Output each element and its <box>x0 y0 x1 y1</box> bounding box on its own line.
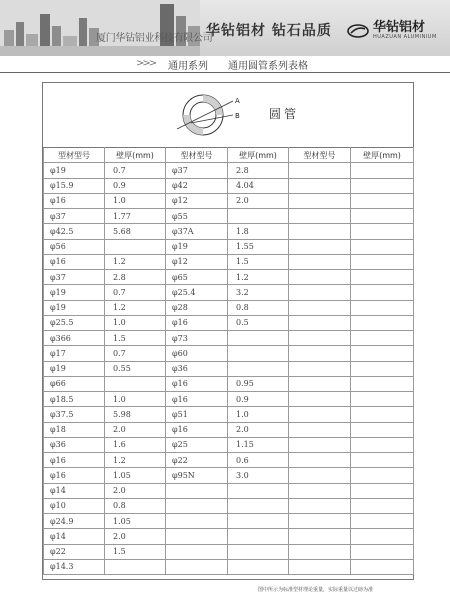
city-skyline-image <box>0 0 200 56</box>
wall-thickness-cell: 0.7 <box>105 163 166 178</box>
wall-thickness-cell <box>105 376 166 391</box>
wall-thickness-cell <box>351 453 414 468</box>
wall-thickness-cell: 2.8 <box>105 270 166 285</box>
wall-thickness-cell: 5.68 <box>105 224 166 239</box>
wall-thickness-cell: 0.55 <box>105 361 166 376</box>
wall-thickness-cell <box>351 346 414 361</box>
wall-thickness-cell <box>351 498 414 513</box>
profile-model-cell <box>289 376 351 391</box>
profile-model-cell <box>289 254 351 269</box>
profile-model-cell: φ28 <box>166 300 228 315</box>
profile-model-cell: φ366 <box>44 331 105 346</box>
table-row <box>44 254 414 269</box>
wall-thickness-cell: 5.98 <box>105 407 166 422</box>
company-name: 厦门华钻铝业科技有限公司 <box>96 33 213 44</box>
wall-thickness-cell: 2.0 <box>105 529 166 544</box>
profile-model-cell: φ60 <box>166 346 228 361</box>
table-row <box>44 514 414 529</box>
wall-thickness-cell: 1.77 <box>105 209 166 224</box>
wall-thickness-cell <box>228 498 289 513</box>
spec-panel <box>42 82 414 580</box>
wall-thickness-cell: 1.5 <box>105 544 166 559</box>
profile-model-cell <box>289 544 351 559</box>
profile-model-cell: φ95N <box>166 468 228 483</box>
profile-model-cell <box>289 468 351 483</box>
wall-thickness-cell <box>351 376 414 391</box>
wall-thickness-cell: 1.55 <box>228 239 289 254</box>
wall-thickness-cell <box>228 559 289 574</box>
wall-thickness-cell <box>351 529 414 544</box>
col-header-profile-3: 型材型号 <box>289 148 351 163</box>
profile-model-cell: φ18 <box>44 422 105 437</box>
profile-model-cell <box>289 163 351 178</box>
wall-thickness-cell: 2.0 <box>228 422 289 437</box>
profile-model-cell: φ16 <box>166 392 228 407</box>
wall-thickness-cell: 1.0 <box>228 407 289 422</box>
col-header-thickness-3: 壁厚(mm) <box>351 148 414 163</box>
wall-thickness-cell: 1.0 <box>105 193 166 208</box>
profile-model-cell <box>289 498 351 513</box>
profile-model-cell <box>289 300 351 315</box>
wall-thickness-cell: 0.6 <box>228 453 289 468</box>
wall-thickness-cell <box>351 437 414 452</box>
profile-model-cell: φ37.5 <box>44 407 105 422</box>
wall-thickness-cell <box>351 163 414 178</box>
profile-model-cell: φ22 <box>166 453 228 468</box>
wall-thickness-cell <box>351 544 414 559</box>
logo-mark-icon <box>347 24 369 38</box>
profile-model-cell <box>289 407 351 422</box>
profile-model-cell: φ16 <box>44 254 105 269</box>
profile-model-cell: φ37 <box>44 270 105 285</box>
profile-model-cell: φ16 <box>166 315 228 330</box>
profile-model-cell: φ19 <box>44 163 105 178</box>
profile-model-cell: φ19 <box>166 239 228 254</box>
wall-thickness-cell <box>351 422 414 437</box>
wall-thickness-cell: 1.5 <box>105 331 166 346</box>
wall-thickness-cell: 2.0 <box>105 422 166 437</box>
profile-model-cell <box>289 239 351 254</box>
wall-thickness-cell <box>351 178 414 193</box>
wall-thickness-cell: 1.6 <box>105 437 166 452</box>
profile-model-cell: φ51 <box>166 407 228 422</box>
wall-thickness-cell <box>351 407 414 422</box>
wall-thickness-cell: 1.0 <box>105 315 166 330</box>
wall-thickness-cell: 0.9 <box>228 392 289 407</box>
profile-model-cell <box>166 559 228 574</box>
profile-model-cell: φ73 <box>166 331 228 346</box>
profile-model-cell <box>289 483 351 498</box>
profile-model-cell: φ66 <box>44 376 105 391</box>
table-row <box>44 544 414 559</box>
wall-thickness-cell: 2.0 <box>105 483 166 498</box>
table-row <box>44 331 414 346</box>
profile-model-cell: φ37 <box>166 163 228 178</box>
profile-model-cell: φ36 <box>166 361 228 376</box>
table-row <box>44 285 414 300</box>
wall-thickness-cell <box>351 239 414 254</box>
col-header-thickness-1: 壁厚(mm) <box>105 148 166 163</box>
table-row <box>44 529 414 544</box>
wall-thickness-cell: 0.8 <box>228 300 289 315</box>
profile-model-cell: φ16 <box>44 453 105 468</box>
section-title-bar <box>0 56 450 73</box>
wall-thickness-cell <box>351 285 414 300</box>
table-row <box>44 422 414 437</box>
wall-thickness-cell: 4.04 <box>228 178 289 193</box>
profile-model-cell: φ37 <box>44 209 105 224</box>
profile-model-cell: φ10 <box>44 498 105 513</box>
wall-thickness-cell <box>228 529 289 544</box>
wall-thickness-cell <box>351 559 414 574</box>
profile-model-cell <box>289 453 351 468</box>
wall-thickness-cell: 3.2 <box>228 285 289 300</box>
wall-thickness-cell <box>351 224 414 239</box>
wall-thickness-cell: 1.2 <box>105 300 166 315</box>
wall-thickness-cell: 1.05 <box>105 468 166 483</box>
wall-thickness-cell <box>228 483 289 498</box>
table-row <box>44 239 414 254</box>
pipe-diagram <box>43 83 413 147</box>
wall-thickness-cell <box>228 209 289 224</box>
wall-thickness-cell: 2.0 <box>228 193 289 208</box>
table-row <box>44 300 414 315</box>
profile-model-cell: φ36 <box>44 437 105 452</box>
wall-thickness-cell: 1.8 <box>228 224 289 239</box>
table-row <box>44 361 414 376</box>
profile-model-cell: φ25.5 <box>44 315 105 330</box>
diagram-label-a: A <box>235 97 240 105</box>
table-row <box>44 193 414 208</box>
profile-model-cell <box>166 544 228 559</box>
profile-model-cell <box>289 514 351 529</box>
slogan: 华钻铝材 钻石品质 <box>206 23 332 39</box>
table-row <box>44 270 414 285</box>
table-row <box>44 498 414 513</box>
profile-model-cell: φ24.9 <box>44 514 105 529</box>
profile-model-cell <box>166 514 228 529</box>
wall-thickness-cell <box>105 559 166 574</box>
col-header-profile-1: 型材型号 <box>44 148 105 163</box>
page-header <box>0 0 450 56</box>
diagram-title: 圆管 <box>269 107 300 121</box>
profile-model-cell <box>289 209 351 224</box>
profile-model-cell: φ19 <box>44 361 105 376</box>
profile-model-cell <box>289 346 351 361</box>
brand-logo <box>347 22 437 40</box>
profile-model-cell <box>289 315 351 330</box>
wall-thickness-cell: 1.2 <box>105 254 166 269</box>
wall-thickness-cell <box>351 468 414 483</box>
wall-thickness-cell: 0.7 <box>105 346 166 361</box>
profile-model-cell: φ17 <box>44 346 105 361</box>
table-row <box>44 224 414 239</box>
table-row <box>44 407 414 422</box>
table-row <box>44 346 414 361</box>
profile-model-cell: φ25 <box>166 437 228 452</box>
wall-thickness-cell <box>351 483 414 498</box>
wall-thickness-cell <box>105 239 166 254</box>
table-row <box>44 559 414 574</box>
profile-model-cell: φ14 <box>44 483 105 498</box>
wall-thickness-cell <box>351 331 414 346</box>
profile-model-cell: φ16 <box>44 193 105 208</box>
wall-thickness-cell: 1.5 <box>228 254 289 269</box>
wall-thickness-cell <box>351 193 414 208</box>
wall-thickness-cell: 1.2 <box>228 270 289 285</box>
footnote: 图中所示为标准型材理论重量，实际重量以过磅为准 <box>258 587 374 593</box>
wall-thickness-cell <box>351 209 414 224</box>
profile-model-cell <box>289 224 351 239</box>
pipe-spec-table <box>43 147 414 575</box>
profile-model-cell <box>289 422 351 437</box>
table-row <box>44 453 414 468</box>
profile-model-cell: φ16 <box>166 422 228 437</box>
profile-model-cell: φ12 <box>166 254 228 269</box>
table-row <box>44 376 414 391</box>
series-label: 通用系列 <box>168 61 208 72</box>
table-row <box>44 178 414 193</box>
profile-model-cell <box>166 498 228 513</box>
wall-thickness-cell: 1.0 <box>105 392 166 407</box>
profile-model-cell: φ65 <box>166 270 228 285</box>
wall-thickness-cell: 3.0 <box>228 468 289 483</box>
profile-model-cell: φ16 <box>166 376 228 391</box>
profile-model-cell: φ55 <box>166 209 228 224</box>
profile-model-cell: φ14.3 <box>44 559 105 574</box>
table-row <box>44 209 414 224</box>
profile-model-cell: φ22 <box>44 544 105 559</box>
profile-model-cell <box>289 285 351 300</box>
wall-thickness-cell <box>351 361 414 376</box>
profile-model-cell <box>289 270 351 285</box>
profile-model-cell: φ56 <box>44 239 105 254</box>
profile-model-cell <box>289 559 351 574</box>
wall-thickness-cell: 0.95 <box>228 376 289 391</box>
profile-model-cell: φ25.4 <box>166 285 228 300</box>
wall-thickness-cell <box>228 361 289 376</box>
profile-model-cell <box>166 483 228 498</box>
wall-thickness-cell <box>228 544 289 559</box>
profile-model-cell <box>289 392 351 407</box>
col-header-thickness-2: 壁厚(mm) <box>228 148 289 163</box>
logo-text: 华钻铝材 <box>373 20 426 35</box>
wall-thickness-cell: 1.05 <box>105 514 166 529</box>
wall-thickness-cell: 0.5 <box>228 315 289 330</box>
profile-model-cell: φ18.5 <box>44 392 105 407</box>
profile-model-cell <box>289 331 351 346</box>
wall-thickness-cell <box>351 270 414 285</box>
profile-model-cell: φ12 <box>166 193 228 208</box>
table-row <box>44 163 414 178</box>
logo-subtext: HUAZUAN ALUMINIUM <box>373 34 437 40</box>
wall-thickness-cell: 0.9 <box>105 178 166 193</box>
table-row <box>44 315 414 330</box>
wall-thickness-cell <box>351 514 414 529</box>
profile-model-cell <box>289 361 351 376</box>
wall-thickness-cell: 0.8 <box>105 498 166 513</box>
profile-model-cell <box>289 178 351 193</box>
wall-thickness-cell <box>351 254 414 269</box>
wall-thickness-cell <box>228 346 289 361</box>
wall-thickness-cell: 1.2 <box>105 453 166 468</box>
wall-thickness-cell <box>228 331 289 346</box>
profile-model-cell: φ16 <box>44 468 105 483</box>
table-row <box>44 437 414 452</box>
wall-thickness-cell <box>351 300 414 315</box>
wall-thickness-cell <box>351 392 414 407</box>
round-pipe-icon <box>171 89 261 141</box>
profile-model-cell: φ19 <box>44 300 105 315</box>
table-row <box>44 483 414 498</box>
wall-thickness-cell <box>228 514 289 529</box>
profile-model-cell <box>289 193 351 208</box>
profile-model-cell: φ15.9 <box>44 178 105 193</box>
table-row <box>44 468 414 483</box>
profile-model-cell <box>166 529 228 544</box>
profile-model-cell: φ42 <box>166 178 228 193</box>
table-title: 通用圆管系列表格 <box>228 61 308 72</box>
chevron-arrows-icon: >>> <box>136 58 156 69</box>
profile-model-cell <box>289 529 351 544</box>
diagram-label-b: B <box>235 112 240 120</box>
table-row <box>44 392 414 407</box>
profile-model-cell: φ37A <box>166 224 228 239</box>
wall-thickness-cell <box>351 315 414 330</box>
profile-model-cell <box>289 437 351 452</box>
table-header-row <box>44 148 414 163</box>
profile-model-cell: φ42.5 <box>44 224 105 239</box>
wall-thickness-cell: 2.8 <box>228 163 289 178</box>
col-header-profile-2: 型材型号 <box>166 148 228 163</box>
profile-model-cell: φ19 <box>44 285 105 300</box>
wall-thickness-cell: 0.7 <box>105 285 166 300</box>
wall-thickness-cell: 1.15 <box>228 437 289 452</box>
profile-model-cell: φ14 <box>44 529 105 544</box>
